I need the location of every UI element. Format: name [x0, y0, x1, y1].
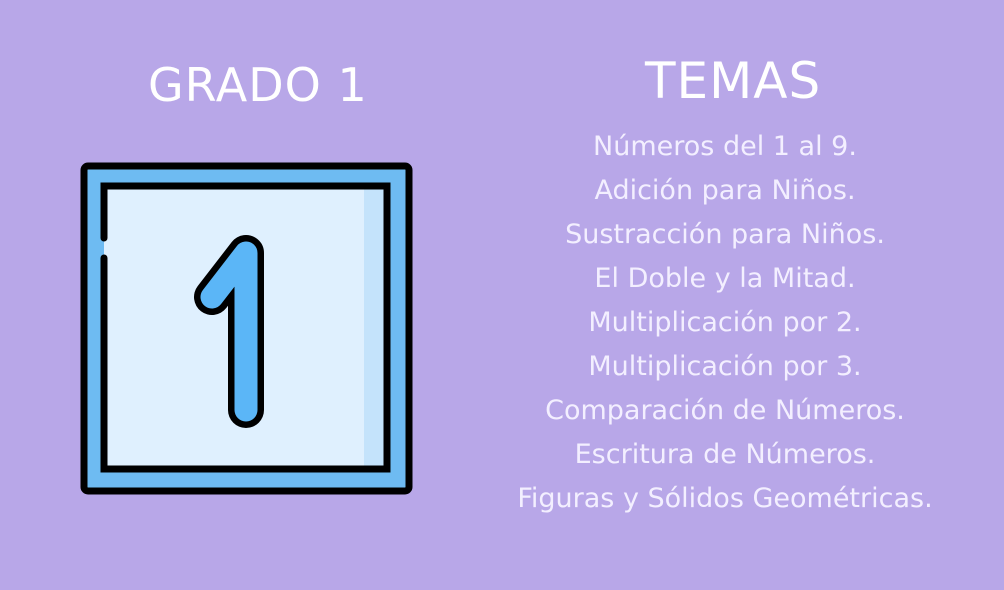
topic-item: Figuras y Sólidos Geométricas.	[517, 483, 933, 514]
topic-item: Comparación de Números.	[545, 395, 905, 426]
topic-item: Escritura de Números.	[574, 439, 876, 470]
topic-item: Adición para Niños.	[594, 175, 856, 206]
topic-item: Números del 1 al 9.	[593, 131, 857, 162]
topic-item: El Doble y la Mitad.	[594, 263, 856, 294]
topic-item: Multiplicación por 3.	[588, 351, 862, 382]
icon-inner-shade	[364, 188, 385, 467]
topics-list	[460, 125, 990, 521]
topic-item: Multiplicación por 2.	[588, 307, 862, 338]
topic-item: Sustracción para Niños.	[565, 219, 885, 250]
topics-title: TEMAS	[645, 52, 822, 110]
grade-title: GRADO 1	[148, 58, 368, 112]
number-one-square-icon	[80, 162, 413, 495]
